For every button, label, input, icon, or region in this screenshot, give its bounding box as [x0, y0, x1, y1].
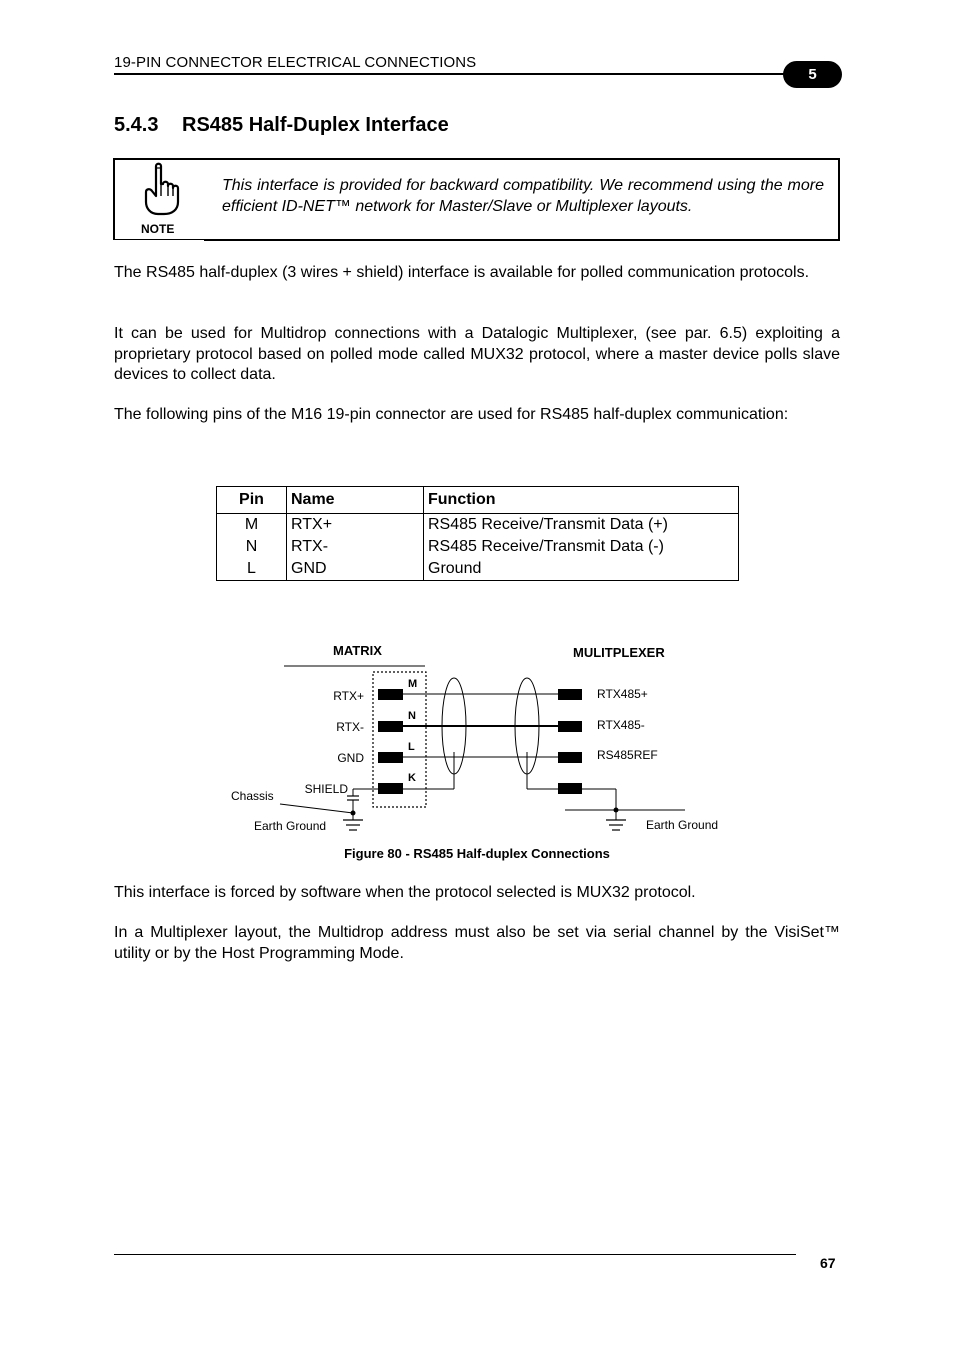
- section-title-text: RS485 Half-Duplex Interface: [182, 114, 449, 136]
- function-cell: Ground: [424, 558, 739, 581]
- note-text: This interface is provided for backward compatibility. We recommend using the more efficient ID-NET™ network for Master/Slave or Multiplexer layouts.: [222, 177, 824, 215]
- footer-rule: [114, 1254, 796, 1255]
- paragraph-forced: This interface is forced by software when the protocol selected is MUX32 protocol.: [114, 884, 696, 901]
- wiring-diagram: [220, 632, 740, 842]
- matrix-title: MATRIX: [333, 643, 382, 658]
- table-row: [217, 514, 739, 537]
- signal-label-gnd: GND: [337, 751, 364, 765]
- column-header-pin: Pin: [217, 487, 287, 514]
- name-cell: RTX-: [287, 536, 424, 558]
- earth-ground-right-label: Earth Ground: [646, 818, 719, 832]
- paragraph-pins: The following pins of the M16 19-pin connector are used for RS485 half-duplex communication:: [114, 406, 789, 423]
- signal-label-shield: SHIELD: [304, 782, 348, 796]
- pin-cell: M: [217, 514, 287, 537]
- note-divider: [112, 240, 204, 243]
- pin-cell: L: [217, 558, 287, 581]
- pin-table: [216, 486, 739, 581]
- section-number: 5.4.3: [114, 114, 159, 136]
- pin-letter-n: N: [408, 710, 416, 722]
- mux-pin-rtx485-minus: [558, 721, 582, 732]
- pointing-hand-icon: [136, 162, 182, 218]
- header-rule: [114, 73, 794, 75]
- figure-caption: Figure 80 - RS485 Half-duplex Connections: [344, 846, 610, 861]
- pin-cell: N: [217, 536, 287, 558]
- pin-letter-l: L: [408, 741, 415, 753]
- chassis-label: Chassis: [231, 789, 274, 803]
- matrix-pin-k: [378, 783, 403, 794]
- section-title: [114, 114, 449, 137]
- column-header-name: Name: [287, 487, 424, 514]
- function-cell: RS485 Receive/Transmit Data (+): [424, 514, 739, 537]
- name-cell: GND: [287, 558, 424, 581]
- table-header-row: [217, 487, 739, 514]
- signal-label-rtx485-minus: RTX485-: [597, 718, 645, 732]
- signal-label-rtx485-plus: RTX485+: [597, 687, 648, 701]
- mux-pin-shield: [558, 783, 582, 794]
- page-number: 67: [820, 1255, 836, 1271]
- mux-pin-rtx485-plus: [558, 689, 582, 700]
- paragraph-multidrop-address: In a Multiplexer layout, the Multidrop address must also be set via serial channel by the VisiSet™ utility or by the Host Programming Mode.: [114, 924, 840, 962]
- signal-label-rtx-minus: RTX-: [336, 720, 364, 734]
- mux-pin-rs485ref: [558, 752, 582, 763]
- function-cell: RS485 Receive/Transmit Data (-): [424, 536, 739, 558]
- matrix-pin-n: [378, 721, 403, 732]
- pin-letter-m: M: [408, 678, 418, 690]
- signal-label-rtx-plus: RTX+: [333, 689, 364, 703]
- signal-label-rs485ref: RS485REF: [597, 748, 658, 762]
- table-row: [217, 558, 739, 581]
- column-header-function: Function: [424, 487, 739, 514]
- name-cell: RTX+: [287, 514, 424, 537]
- chapter-badge: 5: [783, 61, 842, 88]
- note-label: NOTE: [141, 222, 175, 236]
- multiplexer-title: MULITPLEXER: [573, 645, 665, 660]
- paragraph-multidrop: It can be used for Multidrop connections with a Datalogic Multiplexer, (see par. 6.5) exploiting a proprietary protocol based on polled mode called MUX32 protocol, where a master device polls slave devices to collect data.: [114, 325, 840, 383]
- pin-letter-k: K: [408, 772, 416, 784]
- running-header: 19-PIN CONNECTOR ELECTRICAL CONNECTIONS: [114, 54, 477, 71]
- earth-ground-left-label: Earth Ground: [254, 819, 327, 833]
- paragraph-intro: The RS485 half-duplex (3 wires + shield) interface is available for polled communication protocols.: [114, 264, 810, 281]
- matrix-pin-m: [378, 689, 403, 700]
- table-row: [217, 536, 739, 558]
- matrix-pin-l: [378, 752, 403, 763]
